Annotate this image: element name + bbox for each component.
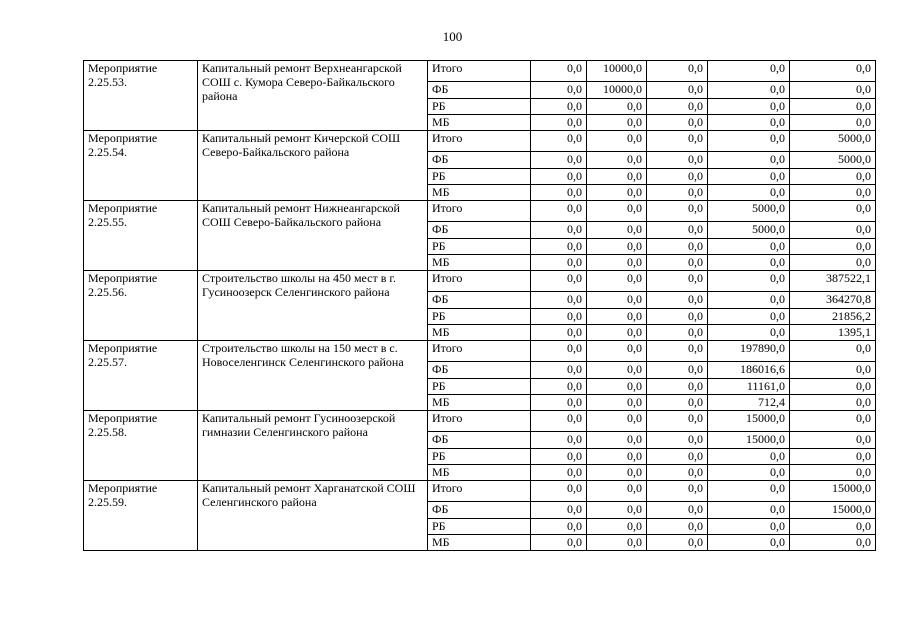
- amount-cell: 5000,0: [708, 201, 790, 222]
- measure-code: Мероприятие 2.25.59.: [84, 481, 198, 551]
- amount-cell: 0,0: [531, 99, 587, 115]
- amount-cell: 0,0: [531, 481, 587, 502]
- amount-cell: 0,0: [531, 519, 587, 535]
- amount-cell: 0,0: [587, 465, 647, 481]
- amount-cell: 0,0: [647, 325, 708, 341]
- amount-cell: 0,0: [708, 152, 790, 169]
- amount-cell: 0,0: [531, 239, 587, 255]
- amount-cell: 0,0: [647, 411, 708, 432]
- amount-cell: 0,0: [587, 239, 647, 255]
- amount-cell: 0,0: [790, 449, 876, 465]
- amount-cell: 0,0: [790, 465, 876, 481]
- funding-source-label: РБ: [428, 379, 531, 395]
- amount-cell: 0,0: [647, 115, 708, 131]
- amount-cell: 0,0: [587, 309, 647, 325]
- amount-cell: 712,4: [708, 395, 790, 411]
- amount-cell: 0,0: [531, 222, 587, 239]
- funding-source-label: МБ: [428, 255, 531, 271]
- measure-description: Капитальный ремонт Нижнеангарской СОШ Северо-Байкальского района: [198, 201, 428, 271]
- amount-cell: 0,0: [587, 131, 647, 152]
- budget-table: [83, 60, 876, 551]
- amount-cell: 0,0: [647, 465, 708, 481]
- amount-cell: 0,0: [790, 362, 876, 379]
- amount-cell: 10000,0: [587, 61, 647, 82]
- amount-cell: 0,0: [647, 292, 708, 309]
- amount-cell: 0,0: [708, 465, 790, 481]
- measure-total-row: [84, 201, 876, 222]
- amount-cell: 0,0: [708, 115, 790, 131]
- amount-cell: 0,0: [790, 222, 876, 239]
- funding-source-label: РБ: [428, 309, 531, 325]
- amount-cell: 0,0: [708, 502, 790, 519]
- amount-cell: 15000,0: [708, 432, 790, 449]
- amount-cell: 0,0: [647, 502, 708, 519]
- budget-table-body: [84, 61, 876, 551]
- amount-cell: 0,0: [790, 535, 876, 551]
- funding-source-label: ФБ: [428, 502, 531, 519]
- funding-source-label: Итого: [428, 131, 531, 152]
- amount-cell: 21856,2: [790, 309, 876, 325]
- amount-cell: 0,0: [647, 239, 708, 255]
- amount-cell: 0,0: [790, 379, 876, 395]
- amount-cell: 0,0: [587, 379, 647, 395]
- amount-cell: 0,0: [587, 502, 647, 519]
- amount-cell: 0,0: [647, 341, 708, 362]
- funding-source-label: Итого: [428, 271, 531, 292]
- amount-cell: 0,0: [790, 395, 876, 411]
- amount-cell: 0,0: [708, 61, 790, 82]
- measure-code: Мероприятие 2.25.56.: [84, 271, 198, 341]
- amount-cell: 0,0: [790, 201, 876, 222]
- amount-cell: 0,0: [708, 309, 790, 325]
- amount-cell: 0,0: [531, 152, 587, 169]
- amount-cell: 0,0: [647, 61, 708, 82]
- amount-cell: 0,0: [647, 535, 708, 551]
- amount-cell: 0,0: [531, 82, 587, 99]
- amount-cell: 0,0: [708, 535, 790, 551]
- amount-cell: 0,0: [587, 395, 647, 411]
- funding-source-label: ФБ: [428, 152, 531, 169]
- amount-cell: 0,0: [531, 201, 587, 222]
- funding-source-label: МБ: [428, 325, 531, 341]
- amount-cell: 5000,0: [790, 131, 876, 152]
- amount-cell: 0,0: [708, 481, 790, 502]
- amount-cell: 0,0: [708, 255, 790, 271]
- funding-source-label: Итого: [428, 341, 531, 362]
- amount-cell: 15000,0: [790, 481, 876, 502]
- amount-cell: 0,0: [531, 379, 587, 395]
- measure-code: Мероприятие 2.25.54.: [84, 131, 198, 201]
- amount-cell: 0,0: [708, 519, 790, 535]
- amount-cell: 0,0: [647, 379, 708, 395]
- amount-cell: 0,0: [587, 271, 647, 292]
- amount-cell: 0,0: [790, 185, 876, 201]
- funding-source-label: РБ: [428, 99, 531, 115]
- measure-description: Строительство школы на 150 мест в с. Новоселенгинск Селенгинского района: [198, 341, 428, 411]
- measure-code: Мероприятие 2.25.58.: [84, 411, 198, 481]
- amount-cell: 0,0: [647, 309, 708, 325]
- funding-source-label: ФБ: [428, 362, 531, 379]
- amount-cell: 0,0: [647, 432, 708, 449]
- amount-cell: 197890,0: [708, 341, 790, 362]
- amount-cell: 0,0: [708, 239, 790, 255]
- amount-cell: 387522,1: [790, 271, 876, 292]
- funding-source-label: Итого: [428, 411, 531, 432]
- amount-cell: 0,0: [531, 185, 587, 201]
- amount-cell: 0,0: [647, 271, 708, 292]
- amount-cell: 0,0: [647, 201, 708, 222]
- amount-cell: 0,0: [531, 535, 587, 551]
- measure-total-row: [84, 61, 876, 82]
- amount-cell: 0,0: [531, 61, 587, 82]
- amount-cell: 0,0: [790, 61, 876, 82]
- amount-cell: 0,0: [531, 255, 587, 271]
- amount-cell: 0,0: [587, 99, 647, 115]
- measure-description: Строительство школы на 450 мест в г. Гусиноозерск Селенгинского района: [198, 271, 428, 341]
- measure-total-row: [84, 411, 876, 432]
- amount-cell: 0,0: [790, 82, 876, 99]
- amount-cell: 0,0: [790, 432, 876, 449]
- amount-cell: 186016,6: [708, 362, 790, 379]
- funding-source-label: РБ: [428, 519, 531, 535]
- funding-source-label: МБ: [428, 535, 531, 551]
- funding-source-label: РБ: [428, 239, 531, 255]
- amount-cell: 0,0: [708, 99, 790, 115]
- amount-cell: 11161,0: [708, 379, 790, 395]
- amount-cell: 0,0: [587, 201, 647, 222]
- amount-cell: 5000,0: [708, 222, 790, 239]
- funding-source-label: РБ: [428, 449, 531, 465]
- measure-total-row: [84, 481, 876, 502]
- amount-cell: 15000,0: [790, 502, 876, 519]
- funding-source-label: Итого: [428, 481, 531, 502]
- amount-cell: 0,0: [531, 169, 587, 185]
- amount-cell: 0,0: [531, 411, 587, 432]
- amount-cell: 0,0: [587, 185, 647, 201]
- amount-cell: 0,0: [647, 169, 708, 185]
- amount-cell: 0,0: [531, 325, 587, 341]
- amount-cell: 0,0: [708, 271, 790, 292]
- amount-cell: 0,0: [790, 341, 876, 362]
- amount-cell: 0,0: [790, 519, 876, 535]
- funding-source-label: МБ: [428, 465, 531, 481]
- amount-cell: 0,0: [587, 411, 647, 432]
- amount-cell: 0,0: [587, 115, 647, 131]
- measure-description: Капитальный ремонт Кичерской СОШ Северо-Байкальского района: [198, 131, 428, 201]
- funding-source-label: МБ: [428, 185, 531, 201]
- amount-cell: 0,0: [790, 169, 876, 185]
- amount-cell: 0,0: [647, 255, 708, 271]
- amount-cell: 364270,8: [790, 292, 876, 309]
- amount-cell: 0,0: [531, 432, 587, 449]
- amount-cell: 0,0: [708, 449, 790, 465]
- measure-code: Мероприятие 2.25.57.: [84, 341, 198, 411]
- funding-source-label: РБ: [428, 169, 531, 185]
- amount-cell: 0,0: [647, 185, 708, 201]
- amount-cell: 0,0: [587, 481, 647, 502]
- amount-cell: 0,0: [531, 341, 587, 362]
- amount-cell: 0,0: [790, 99, 876, 115]
- measure-total-row: [84, 341, 876, 362]
- amount-cell: 0,0: [587, 362, 647, 379]
- amount-cell: 0,0: [531, 395, 587, 411]
- amount-cell: 0,0: [647, 395, 708, 411]
- amount-cell: 0,0: [531, 465, 587, 481]
- amount-cell: 0,0: [647, 519, 708, 535]
- amount-cell: 0,0: [790, 239, 876, 255]
- amount-cell: 5000,0: [790, 152, 876, 169]
- amount-cell: 0,0: [708, 292, 790, 309]
- amount-cell: 0,0: [790, 255, 876, 271]
- amount-cell: 0,0: [647, 131, 708, 152]
- amount-cell: 0,0: [587, 255, 647, 271]
- amount-cell: 0,0: [790, 411, 876, 432]
- amount-cell: 0,0: [587, 222, 647, 239]
- funding-source-label: ФБ: [428, 292, 531, 309]
- amount-cell: 1395,1: [790, 325, 876, 341]
- amount-cell: 0,0: [647, 362, 708, 379]
- amount-cell: 0,0: [647, 152, 708, 169]
- amount-cell: 0,0: [587, 292, 647, 309]
- amount-cell: 0,0: [531, 292, 587, 309]
- amount-cell: 15000,0: [708, 411, 790, 432]
- amount-cell: 0,0: [587, 432, 647, 449]
- amount-cell: 0,0: [708, 131, 790, 152]
- amount-cell: 0,0: [587, 152, 647, 169]
- amount-cell: 0,0: [531, 362, 587, 379]
- funding-source-label: Итого: [428, 61, 531, 82]
- amount-cell: 0,0: [587, 169, 647, 185]
- funding-source-label: Итого: [428, 201, 531, 222]
- page-number: 100: [442, 29, 463, 44]
- funding-source-label: МБ: [428, 395, 531, 411]
- amount-cell: 0,0: [587, 519, 647, 535]
- amount-cell: 0,0: [708, 82, 790, 99]
- amount-cell: 0,0: [531, 309, 587, 325]
- amount-cell: 0,0: [531, 271, 587, 292]
- funding-source-label: ФБ: [428, 432, 531, 449]
- amount-cell: 0,0: [790, 115, 876, 131]
- amount-cell: 0,0: [531, 115, 587, 131]
- funding-source-label: ФБ: [428, 222, 531, 239]
- amount-cell: 10000,0: [587, 82, 647, 99]
- amount-cell: 0,0: [647, 481, 708, 502]
- amount-cell: 0,0: [708, 185, 790, 201]
- measure-total-row: [84, 131, 876, 152]
- amount-cell: 0,0: [708, 169, 790, 185]
- funding-source-label: МБ: [428, 115, 531, 131]
- amount-cell: 0,0: [531, 502, 587, 519]
- measure-code: Мероприятие 2.25.53.: [84, 61, 198, 131]
- measure-total-row: [84, 271, 876, 292]
- amount-cell: 0,0: [587, 325, 647, 341]
- amount-cell: 0,0: [647, 82, 708, 99]
- measure-description: Капитальный ремонт Верхнеангарской СОШ с. Кумора Северо-Байкальского района: [198, 61, 428, 131]
- measure-description: Капитальный ремонт Гусиноозерской гимназии Селенгинского района: [198, 411, 428, 481]
- amount-cell: 0,0: [647, 449, 708, 465]
- measure-code: Мероприятие 2.25.55.: [84, 201, 198, 271]
- amount-cell: 0,0: [587, 341, 647, 362]
- amount-cell: 0,0: [708, 325, 790, 341]
- amount-cell: 0,0: [587, 449, 647, 465]
- amount-cell: 0,0: [647, 99, 708, 115]
- amount-cell: 0,0: [587, 535, 647, 551]
- amount-cell: 0,0: [531, 131, 587, 152]
- amount-cell: 0,0: [647, 222, 708, 239]
- measure-description: Капитальный ремонт Харганатской СОШ Селенгинского района: [198, 481, 428, 551]
- funding-source-label: ФБ: [428, 82, 531, 99]
- amount-cell: 0,0: [531, 449, 587, 465]
